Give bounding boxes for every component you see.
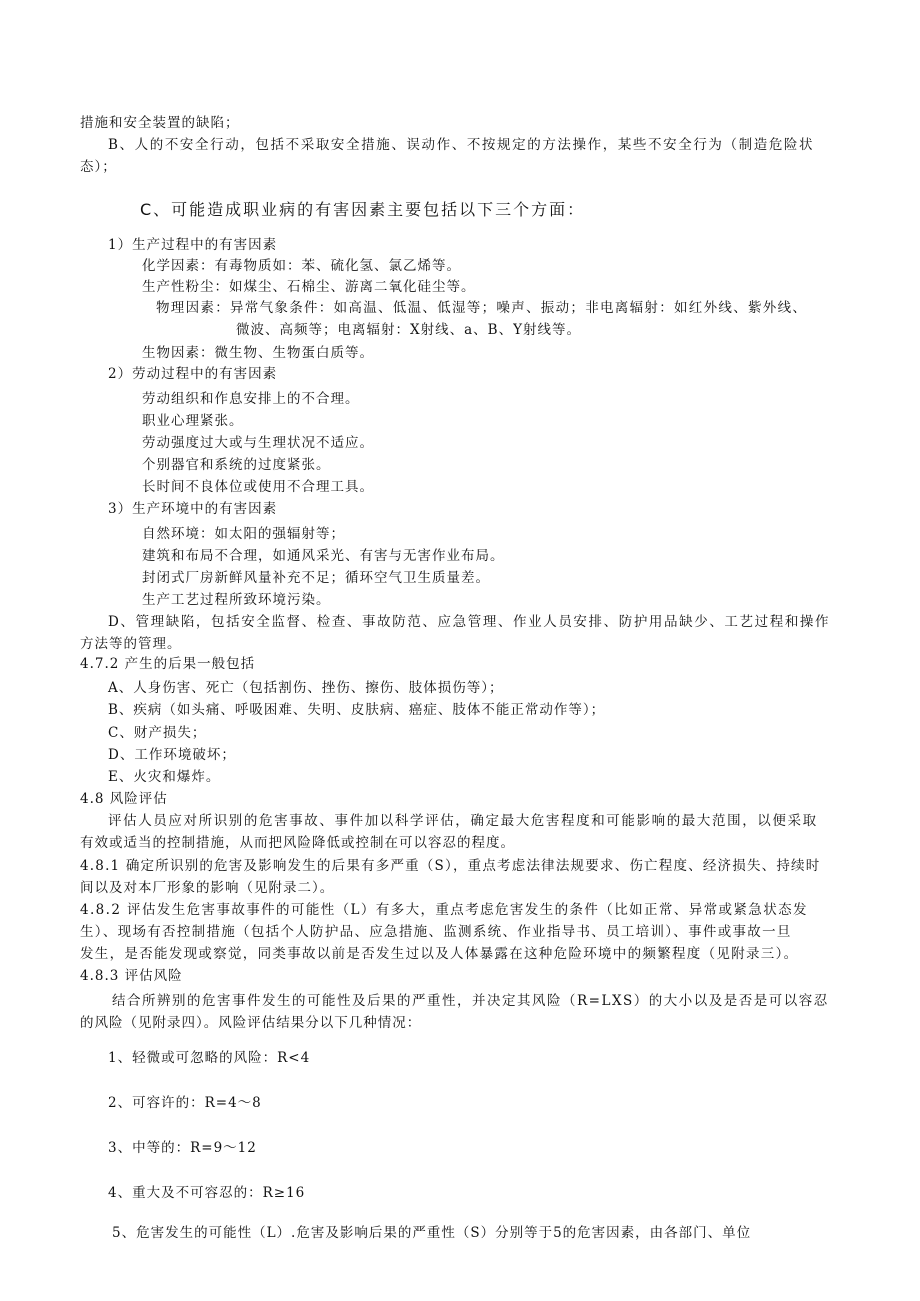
text-line: 4.8.1 确定所识别的危害及影响发生的后果有多严重（S），重点考虑法律法规要求、伤亡程度、经济损失、持续时 (80, 858, 821, 874)
text-line: 生）、现场有否控制措施（包括个人防护品、应急措施、监测系统、作业指导书、员工培训）、事件或事故一旦 (80, 924, 792, 940)
risk-level: 2、可容许的：R=4～8 (108, 1095, 262, 1111)
text-line: 劳动强度过大或与生理状况不适应。 (142, 435, 374, 451)
list-item: C、财产损失； (108, 725, 207, 741)
text-line: 生产工艺过程所致环境污染。 (142, 592, 331, 608)
text-line: 评估人员应对所识别的危害事故、事件加以科学评估，确定最大危害程度和可能影响的最大范围，以便采取 (108, 813, 818, 829)
text-line: 建筑和布局不合理，如通风采光、有害与无害作业布局。 (142, 548, 505, 564)
text-line: 生物因素：微生物、生物蛋白质等。 (142, 345, 374, 361)
text-line: 5、危害发生的可能性（L）.危害及影响后果的严重性（S）分别等于5的危害因素，由各部门、单位 (112, 1225, 752, 1241)
text-line: 微波、高频等；电离辐射：X射线、a、B、Y射线等。 (236, 322, 581, 338)
list-item: A、人身伤害、死亡（包括割伤、挫伤、擦伤、肢体损伤等）； (108, 680, 504, 696)
section-heading: 4.8.3 评估风险 (80, 968, 183, 984)
text-line: 间以及对本厂形象的影响（见附录二）。 (80, 880, 335, 896)
text-line: 生产性粉尘：如煤尘、石棉尘、游离二氧化硅尘等。 (142, 279, 476, 295)
text-line: 封闭式厂房新鲜风量补充不足；循环空气卫生质量差。 (142, 570, 490, 586)
text-line: 个别器官和系统的过度紧张。 (142, 457, 331, 473)
text-line: 长时间不良体位或使用不合理工具。 (142, 479, 374, 495)
sub-heading: 2）劳动过程中的有害因素 (108, 366, 278, 382)
list-item: B、疾病（如头痛、呼吸困难、失明、皮肤病、癌症、肢体不能正常动作等）； (108, 702, 606, 718)
risk-level: 1、轻微或可忽略的风险：R<4 (108, 1050, 311, 1066)
text-line: 劳动组织和作息安排上的不合理。 (142, 391, 360, 407)
text-line: 方法等的管理。 (80, 636, 182, 652)
text-line: 4.8.2 评估发生危害事故事件的可能性（L）有多大，重点考虑危害发生的条件（比如正常、异常或紧急状态发 (80, 902, 808, 918)
text-line: 有效或适当的控制措施，从而把风险降低或控制在可以容忍的程度。 (80, 835, 515, 851)
text-line: 结合所辨别的危害事件发生的可能性及后果的严重性，并决定其风险（R=LXS）的大小以及是否是可以容忍 (112, 993, 829, 1009)
section-heading-c: C、可能造成职业病的有害因素主要包括以下三个方面： (140, 200, 586, 219)
text-line: 物理因素：异常气象条件：如高温、低温、低湿等；噪声、振动；非电离辐射：如红外线、紫外线、 (156, 300, 808, 316)
text-line: 措施和安全装置的缺陷； (80, 115, 240, 131)
text-line: 化学因素：有毒物质如：苯、硫化氢、氯乙烯等。 (142, 258, 461, 274)
sub-heading: 3）生产环境中的有害因素 (108, 501, 278, 517)
text-line: 自然环境：如太阳的强辐射等； (142, 526, 345, 542)
text-line: B、人的不安全行动，包括不采取安全措施、误动作、不按规定的方法操作，某些不安全行为（制造危险状 (108, 137, 815, 153)
sub-heading: 1）生产过程中的有害因素 (108, 237, 278, 253)
list-item: E、火灾和爆炸。 (108, 769, 221, 785)
text-line: D、管理缺陷，包括安全监督、检查、事故防范、应急管理、作业人员安排、防护用品缺少、工艺过程和操作 (108, 614, 831, 630)
text-line: 的风险（见附录四）。风险评估结果分以下几种情况： (80, 1015, 422, 1031)
risk-level: 4、重大及不可容忍的：R≥16 (108, 1185, 306, 1201)
list-item: D、工作环境破坏； (108, 747, 236, 763)
text-line: 态）； (80, 159, 117, 175)
risk-level: 3、中等的：R=9～12 (108, 1140, 257, 1156)
text-line: 职业心理紧张。 (142, 413, 244, 429)
text-line: 发生，是否能发现或察觉，同类事故以前是否发生过以及人体暴露在这种危险环境中的频繁程度（见附录三）。 (80, 946, 799, 962)
section-heading: 4.8 风险评估 (80, 791, 168, 807)
section-heading: 4.7.2 产生的后果一般包括 (80, 656, 256, 672)
